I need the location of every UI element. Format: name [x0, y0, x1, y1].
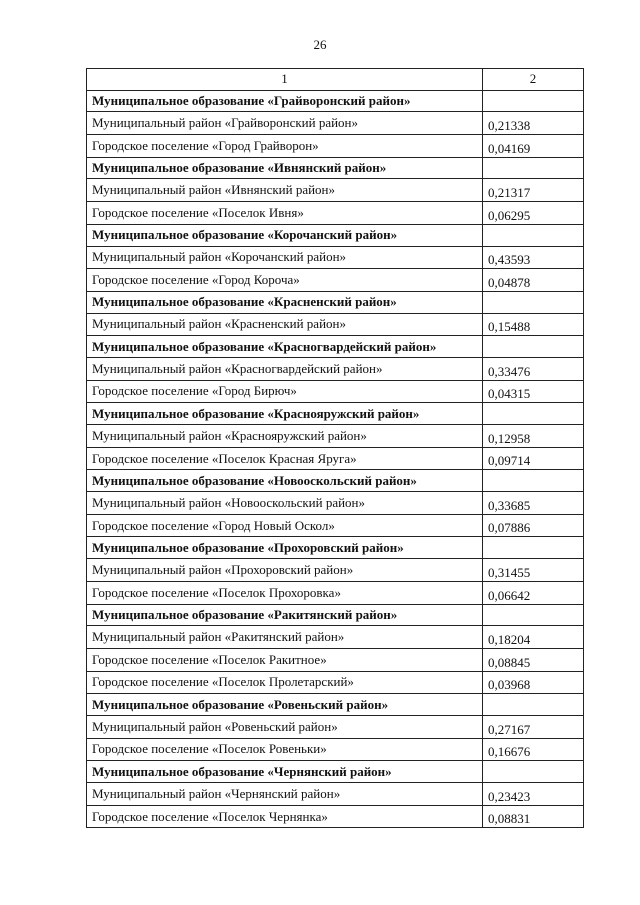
coefficient-value: 0,12958: [483, 425, 584, 448]
municipality-group-name: Муниципальное образование «Красногвардейский район»: [87, 336, 483, 358]
entity-name: Городское поселение «Город Бирюч»: [87, 380, 483, 403]
coefficient-value: [483, 537, 584, 559]
coefficient-value: 0,08845: [483, 648, 584, 671]
coefficient-value: 0,06642: [483, 581, 584, 604]
page-number: 26: [313, 37, 327, 52]
table-row: [87, 202, 584, 225]
coefficient-value: 0,27167: [483, 715, 584, 738]
coefficient-value: 0,07886: [483, 514, 584, 537]
column-header-1: 1: [87, 69, 483, 91]
entity-name: Муниципальный район «Ивнянский район»: [87, 179, 483, 202]
table-row: [87, 715, 584, 738]
table-row: [87, 492, 584, 515]
table-row: [87, 112, 584, 135]
group-header-row: [87, 537, 584, 559]
coefficient-value: 0,15488: [483, 313, 584, 336]
entity-name: Городское поселение «Город Грайворон»: [87, 135, 483, 158]
coefficient-value: [483, 761, 584, 783]
municipality-group-name: Муниципальное образование «Ракитянский район»: [87, 604, 483, 626]
coefficient-value: 0,18204: [483, 626, 584, 649]
coefficient-value: 0,43593: [483, 246, 584, 269]
table-row: [87, 648, 584, 671]
coefficient-value: 0,23423: [483, 783, 584, 806]
entity-name: Городское поселение «Поселок Ровеньки»: [87, 738, 483, 761]
entity-name: Муниципальный район «Прохоровский район»: [87, 559, 483, 582]
coefficient-value: 0,21338: [483, 112, 584, 135]
coefficient-value: [483, 157, 584, 179]
entity-name: Городское поселение «Город Новый Оскол»: [87, 514, 483, 537]
table-row: [87, 179, 584, 202]
group-header-row: [87, 761, 584, 783]
coefficient-value: 0,06295: [483, 202, 584, 225]
table-header-row: [87, 69, 584, 91]
coefficient-value: [483, 90, 584, 112]
group-header-row: [87, 157, 584, 179]
coefficient-value: 0,33476: [483, 357, 584, 380]
coefficient-value: 0,04169: [483, 135, 584, 158]
coefficient-value: [483, 604, 584, 626]
entity-name: Городское поселение «Поселок Ивня»: [87, 202, 483, 225]
coefficient-value: 0,16676: [483, 738, 584, 761]
entity-name: Городское поселение «Город Короча»: [87, 269, 483, 292]
entity-name: Городское поселение «Поселок Ракитное»: [87, 648, 483, 671]
group-header-row: [87, 224, 584, 246]
table-row: [87, 135, 584, 158]
table-row: [87, 738, 584, 761]
coefficient-value: 0,31455: [483, 559, 584, 582]
municipality-group-name: Муниципальное образование «Ивнянский район»: [87, 157, 483, 179]
group-header-row: [87, 470, 584, 492]
coefficient-value: 0,04315: [483, 380, 584, 403]
municipality-group-name: Муниципальное образование «Корочанский район»: [87, 224, 483, 246]
table-row: [87, 783, 584, 806]
table-row: [87, 559, 584, 582]
municipality-group-name: Муниципальное образование «Грайворонский район»: [87, 90, 483, 112]
coefficient-value: 0,33685: [483, 492, 584, 515]
entity-name: Муниципальный район «Чернянский район»: [87, 783, 483, 806]
entity-name: Муниципальный район «Грайворонский район»: [87, 112, 483, 135]
group-header-row: [87, 90, 584, 112]
table-row: [87, 671, 584, 694]
table-row: [87, 269, 584, 292]
entity-name: Муниципальный район «Корочанский район»: [87, 246, 483, 269]
table-row: [87, 246, 584, 269]
table-row: [87, 313, 584, 336]
table-row: [87, 581, 584, 604]
entity-name: Городское поселение «Поселок Красная Яруга»: [87, 447, 483, 470]
coefficient-value: [483, 694, 584, 716]
entity-name: Муниципальный район «Новооскольский район»: [87, 492, 483, 515]
group-header-row: [87, 694, 584, 716]
table-row: [87, 425, 584, 448]
coefficients-table: [86, 68, 584, 828]
entity-name: Городское поселение «Поселок Прохоровка»: [87, 581, 483, 604]
table-body: [87, 69, 584, 828]
coefficient-value: [483, 403, 584, 425]
group-header-row: [87, 403, 584, 425]
entity-name: Муниципальный район «Краснояружский район»: [87, 425, 483, 448]
coefficient-value: 0,04878: [483, 269, 584, 292]
municipality-group-name: Муниципальное образование «Ровеньский район»: [87, 694, 483, 716]
coefficient-value: 0,08831: [483, 805, 584, 828]
table-row: [87, 514, 584, 537]
municipality-group-name: Муниципальное образование «Новооскольский район»: [87, 470, 483, 492]
column-header-2: 2: [483, 69, 584, 91]
coefficient-value: [483, 224, 584, 246]
coefficient-value: 0,03968: [483, 671, 584, 694]
coefficient-value: 0,09714: [483, 447, 584, 470]
entity-name: Муниципальный район «Ровеньский район»: [87, 715, 483, 738]
entity-name: Муниципальный район «Ракитянский район»: [87, 626, 483, 649]
coefficient-value: [483, 291, 584, 313]
table-row: [87, 380, 584, 403]
municipality-group-name: Муниципальное образование «Прохоровский район»: [87, 537, 483, 559]
group-header-row: [87, 291, 584, 313]
entity-name: Городское поселение «Поселок Пролетарский»: [87, 671, 483, 694]
municipality-group-name: Муниципальное образование «Чернянский район»: [87, 761, 483, 783]
coefficient-value: [483, 470, 584, 492]
group-header-row: [87, 336, 584, 358]
table-row: [87, 626, 584, 649]
table-row: [87, 357, 584, 380]
group-header-row: [87, 604, 584, 626]
municipality-group-name: Муниципальное образование «Краснояружский район»: [87, 403, 483, 425]
municipality-group-name: Муниципальное образование «Красненский район»: [87, 291, 483, 313]
coefficient-value: [483, 336, 584, 358]
entity-name: Муниципальный район «Красненский район»: [87, 313, 483, 336]
entity-name: Муниципальный район «Красногвардейский район»: [87, 357, 483, 380]
coefficient-value: 0,21317: [483, 179, 584, 202]
table-row: [87, 447, 584, 470]
entity-name: Городское поселение «Поселок Чернянка»: [87, 805, 483, 828]
table-row: [87, 805, 584, 828]
